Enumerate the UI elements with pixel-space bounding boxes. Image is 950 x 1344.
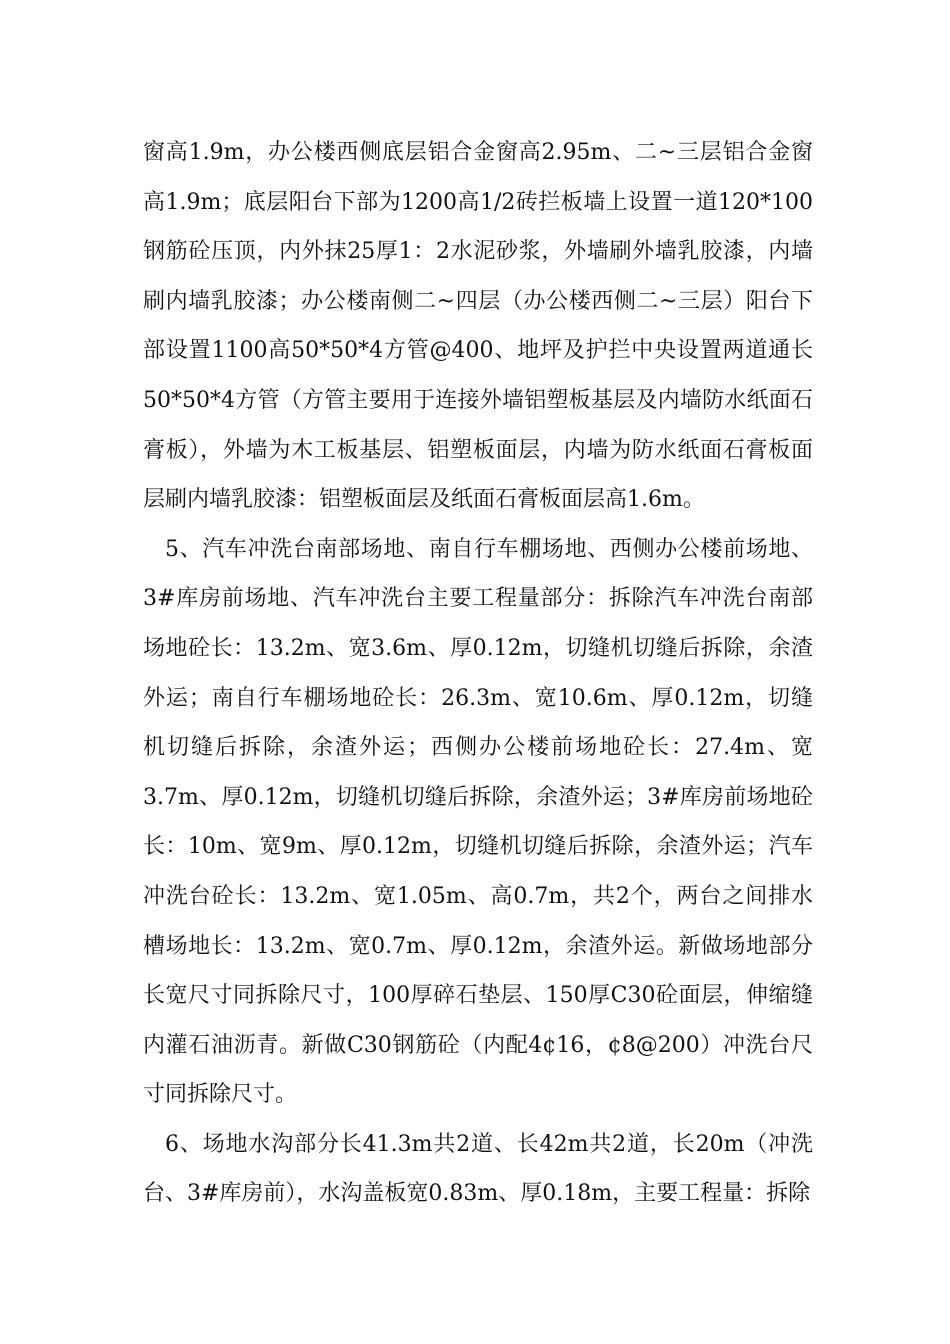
paragraph-item-6: 6、场地水沟部分长41.3m共2道、长42m共2道，长20m（冲洗台、3#库房前），水沟盖板宽0.83m、厚0.18m，主要工程量：拆除	[143, 1131, 813, 1207]
paragraph-continued: 窗高1.9m，办公楼西侧底层铝合金窗高2.95m、二~三层铝合金窗高1.9m；底层阳台下部为1200高1/2砖拦板墙上设置一道120*100钢筋砼压顶，内外抹25厚1：2水泥砂浆，外墙刷外墙乳胶漆，内墙刷内墙乳胶漆；办公楼南侧二~四层（办公楼西侧二~三层）阳台下部设置1100高50*50*4方管@400、地坪及护拦中央设置两道通长50*50*4方管（方管主要用于连接外墙铝塑板基层及内墙防水纸面石膏板），外墙为木工板基层、铝塑板面层，内墙为防水纸面石膏板面层刷内墙乳胶漆：铝塑板面层及纸面石膏板面层高1.6m。	[143, 140, 813, 513]
document-body	[143, 128, 813, 1219]
paragraph-item-5: 5、汽车冲洗台南部场地、南自行车棚场地、西侧办公楼前场地、3#库房前场地、汽车冲洗台主要工程量部分：拆除汽车冲洗台南部场地砼长：13.2m、宽3.6m、厚0.12m，切缝机切缝后拆除，余渣外运；南自行车棚场地砼长：26.3m、宽10.6m、厚0.12m，切缝机切缝后拆除，余渣外运；西侧办公楼前场地砼长：27.4m、宽3.7m、厚0.12m，切缝机切缝后拆除，余渣外运；3#库房前场地砼长：10m、宽9m、厚0.12m，切缝机切缝后拆除，余渣外运；汽车冲洗台砼长：13.2m、宽1.05m、高0.7m，共2个，两台之间排水槽场地长：13.2m、宽0.7m、厚0.12m，余渣外运。新做场地部分长宽尺寸同拆除尺寸，100厚碎石垫层、150厚C30砼面层，伸缩缝内灌石油沥青。新做C30钢筋砼（内配4¢16，¢8@200）冲洗台尺寸同拆除尺寸。	[143, 536, 813, 1108]
